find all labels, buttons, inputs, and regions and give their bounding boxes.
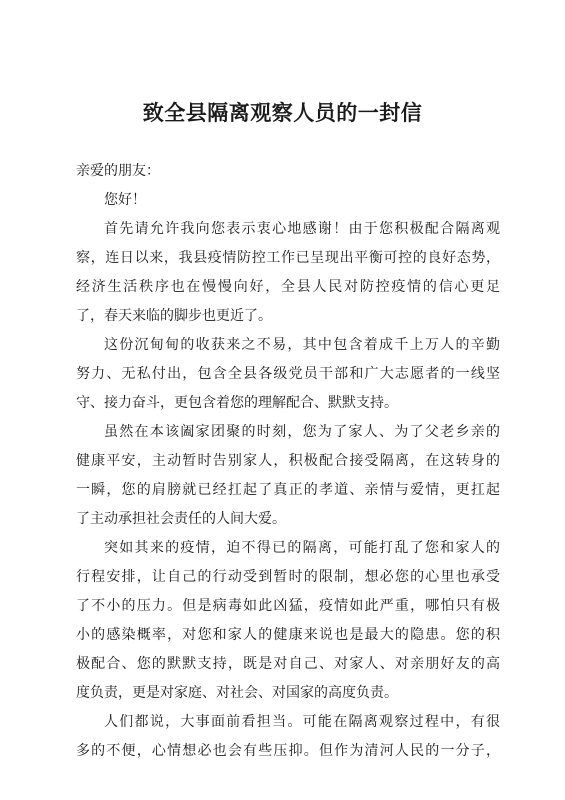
paragraph-line: 虽然在本该阖家团聚的时刻，您为了家人、为了父老乡亲的 bbox=[104, 424, 500, 440]
paragraph-thanks bbox=[76, 215, 500, 331]
paragraph-family bbox=[76, 418, 500, 534]
paragraph-line: 了，春天来临的脚步也更近了。 bbox=[76, 308, 272, 324]
paragraph-line: 守、接力奋斗，更包含着您的理解配合、默默支持。 bbox=[76, 395, 398, 411]
paragraph-line: 度负责，更是对家庭、对社会、对国家的高度负责。 bbox=[76, 685, 398, 701]
paragraph-responsibility bbox=[76, 708, 500, 766]
paragraph-line: 首先请允许我向您表示衷心地感谢！由于您积极配合隔离观 bbox=[104, 221, 500, 237]
letter-salutation: 您好！ bbox=[104, 192, 146, 208]
letter-greeting: 亲爱的朋友： bbox=[76, 163, 160, 179]
paragraph-epidemic bbox=[76, 534, 500, 708]
paragraph-harvest bbox=[76, 331, 500, 418]
paragraph-line: 察，连日以来，我县疫情防控工作已呈现出平衡可控的良好态势， bbox=[76, 250, 500, 266]
letter-body bbox=[76, 157, 500, 766]
paragraph-line: 努力、无私付出，包含全县各级党员干部和广大志愿者的一线坚 bbox=[76, 366, 500, 382]
paragraph-line: 一瞬，您的肩膀就已经扛起了真正的孝道、亲情与爱情，更扛起 bbox=[76, 482, 500, 498]
paragraph-line: 经济生活秩序也在慢慢向好，全县人民对防控疫情的信心更足 bbox=[76, 279, 500, 295]
paragraph-line: 极配合、您的默默支持，既是对自己、对家人、对亲朋好友的高 bbox=[76, 656, 500, 672]
paragraph-line: 人们都说，大事面前看担当。可能在隔离观察过程中，有很 bbox=[104, 714, 500, 730]
paragraph-line: 突如其来的疫情，迫不得已的隔离，可能打乱了您和家人的 bbox=[104, 540, 500, 556]
paragraph-line: 了不小的压力。但是病毒如此凶猛，疫情如此严重，哪怕只有极 bbox=[76, 598, 500, 614]
paragraph-line: 这份沉甸甸的收获来之不易，其中包含着成千上万人的辛勤 bbox=[104, 337, 500, 353]
letter-title: 致全县隔离观察人员的一封信 bbox=[142, 100, 423, 125]
paragraph-line: 健康平安，主动暂时告别家人，积极配合接受隔离，在这转身的 bbox=[76, 453, 500, 469]
paragraph-line: 小的感染概率，对您和家人的健康来说也是最大的隐患。您的积 bbox=[76, 627, 500, 643]
paragraph-line: 多的不便，心情想必也会有些压抑。但作为清河人民的一分子， bbox=[76, 743, 500, 759]
paragraph-line: 行程安排，让自己的行动受到暂时的限制，想必您的心里也承受 bbox=[76, 569, 500, 585]
paragraph-line: 了主动承担社会责任的人间大爱。 bbox=[76, 511, 286, 527]
